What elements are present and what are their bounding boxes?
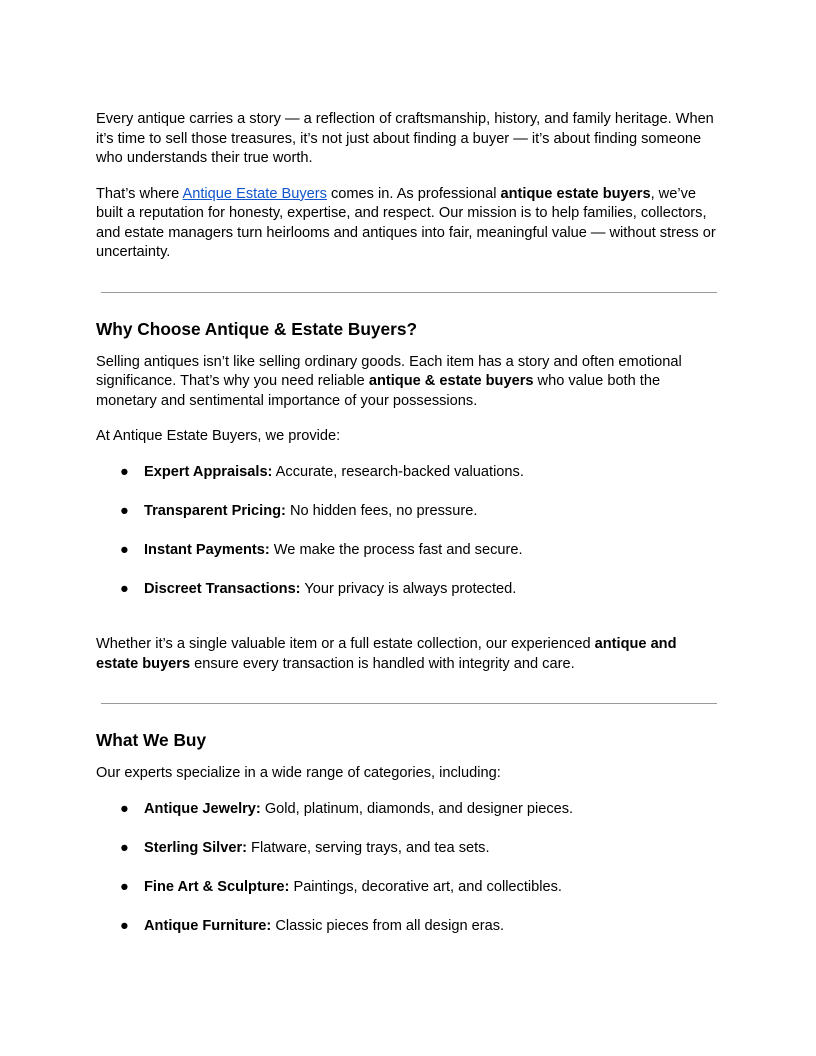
bullet-text: Flatware, serving trays, and tea sets. <box>247 839 490 856</box>
intro-p2-middle: comes in. As professional <box>326 185 501 202</box>
why-p3-before: Whether it’s a single valuable item or a full estate collection, our experienced <box>96 636 595 652</box>
buy-paragraph-1: Our experts specialize in a wide range of categories, including: <box>96 765 501 781</box>
bullet-label: Expert Appraisals: <box>144 463 273 480</box>
bullet-icon: ● <box>120 463 129 480</box>
intro-p2-before: That’s where <box>96 185 183 202</box>
bullet-text: Accurate, research-backed valuations. <box>272 463 524 480</box>
document-body <box>96 110 722 936</box>
antique-estate-buyers-link[interactable]: Antique Estate Buyers <box>182 185 327 202</box>
bullet-icon: ● <box>120 917 129 934</box>
intro-p2-bold: antique estate buyers <box>500 185 651 202</box>
list-item <box>96 800 722 820</box>
buy-bullet-list <box>96 800 722 937</box>
bullet-label: Transparent Pricing: <box>144 502 286 519</box>
why-p3-bold: antique and estate buyers <box>96 636 677 672</box>
bullet-label: Antique Furniture: <box>144 917 272 934</box>
bullet-label: Fine Art & Sculpture: <box>144 878 290 895</box>
list-item <box>96 878 722 898</box>
bullet-icon: ● <box>120 800 129 817</box>
list-item <box>96 917 722 937</box>
bullet-icon: ● <box>120 878 129 895</box>
intro-p2-after: , we’ve built a reputation for honesty, expertise, and respect. Our mission is to help families, collectors, and estate managers turn heirlooms and antiques into fair, meaningful value — without stress or uncertainty. <box>96 185 716 260</box>
section-divider-2 <box>101 703 717 704</box>
bullet-label: Discreet Transactions: <box>144 580 301 597</box>
list-item <box>96 541 722 561</box>
why-p1-bold: antique & estate buyers <box>368 373 534 389</box>
what-we-buy-heading: What We Buy <box>96 730 207 750</box>
why-paragraph-3 <box>96 635 722 674</box>
bullet-icon: ● <box>120 839 129 856</box>
intro-paragraph-2 <box>96 185 722 263</box>
bullet-text: No hidden fees, no pressure. <box>285 502 478 519</box>
list-item <box>96 580 722 600</box>
bullet-text: Paintings, decorative art, and collectibles. <box>289 878 562 895</box>
bullet-icon: ● <box>120 502 129 519</box>
why-paragraph-1 <box>96 353 722 412</box>
list-item <box>96 463 722 483</box>
list-item <box>96 502 722 522</box>
bullet-label: Sterling Silver: <box>144 839 247 856</box>
section-divider-1 <box>101 292 717 293</box>
bullet-icon: ● <box>120 541 129 558</box>
bullet-label: Antique Jewelry: <box>144 800 261 817</box>
bullet-text: Your privacy is always protected. <box>300 580 517 597</box>
bullet-text: We make the process fast and secure. <box>269 541 523 558</box>
bullet-text: Gold, platinum, diamonds, and designer pieces. <box>260 800 574 817</box>
bullet-text: Classic pieces from all design eras. <box>271 917 505 934</box>
bullet-icon: ● <box>120 580 129 597</box>
why-paragraph-2: At Antique Estate Buyers, we provide: <box>96 428 341 444</box>
why-bullet-list <box>96 463 722 600</box>
list-item <box>96 839 722 859</box>
why-p1-after: who value both the monetary and sentimental importance of your possessions. <box>96 373 661 409</box>
why-p3-after: ensure every transaction is handled with integrity and care. <box>190 655 575 672</box>
bullet-label: Instant Payments: <box>144 541 270 558</box>
why-p1-before: Selling antiques isn’t like selling ordinary goods. Each item has a story and often emotional significance. That’s why you need reliable <box>96 353 682 389</box>
why-choose-heading: Why Choose Antique & Estate Buyers? <box>96 318 418 339</box>
intro-paragraph-1: Every antique carries a story — a reflection of craftsmanship, history, and family heritage. When it’s time to sell those treasures, it’s not just about finding a buyer — it’s about finding someone who understands their true worth. <box>96 111 714 166</box>
